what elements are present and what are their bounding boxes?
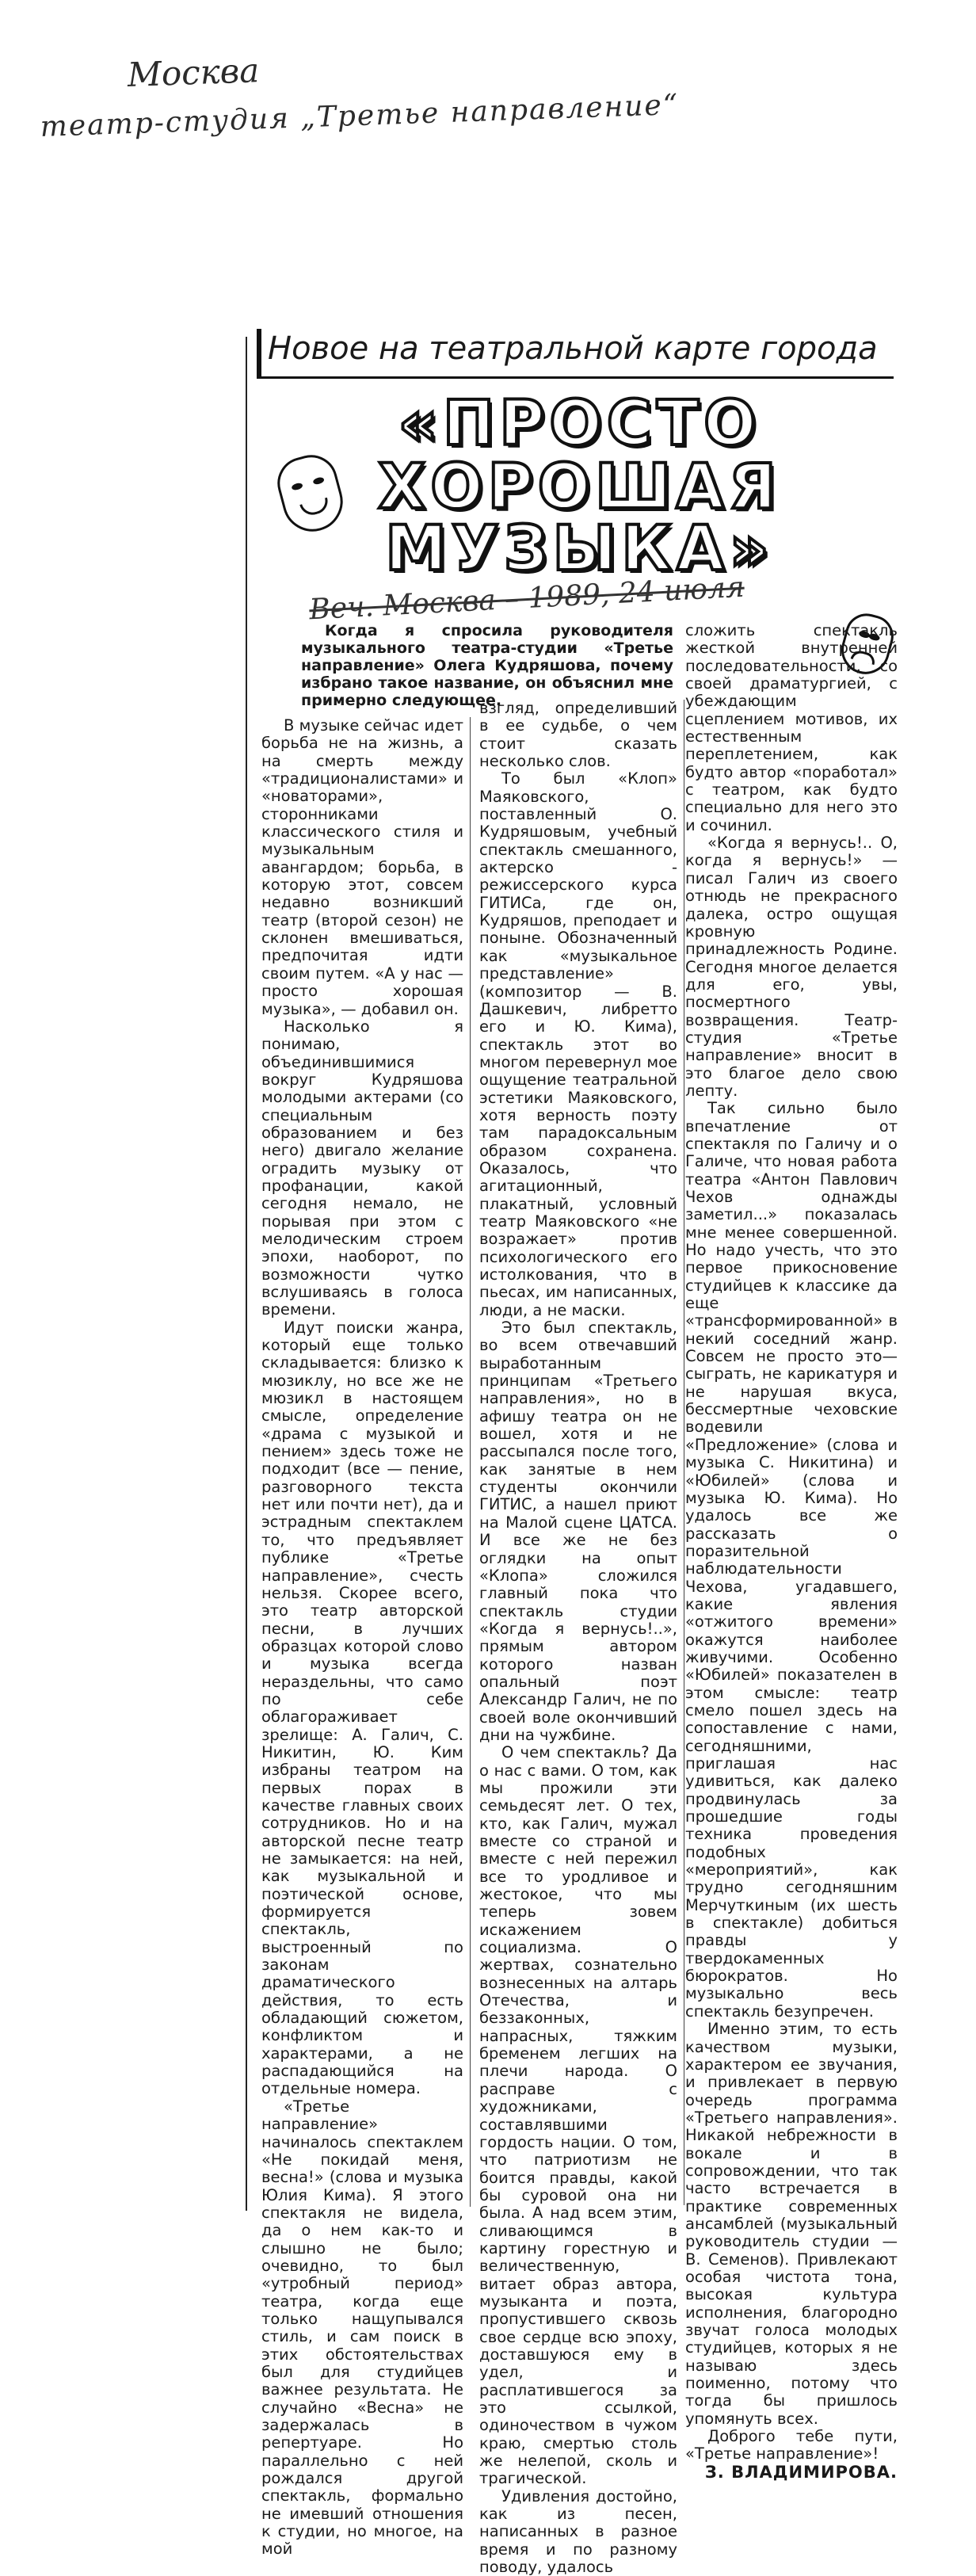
paragraph: В музыке сейчас идет борьба не на жизнь, а на смерть между «традиционалистами» и «новаторами», сторонниками классического стиля и музыкальным авангардом; борьба, в которую этот, совсем недавно возникший театр (второй сезон) не склонен вмешиваться, предпочитая идти своим путем. «А у нас — просто хорошая музыка», — добавил он. (261, 716, 463, 1018)
handwritten-city: Москва (127, 51, 260, 94)
handwritten-theatre-name: театр-студия „Третье направление“ (40, 88, 680, 143)
paragraph: Удивления достойно, как из песен, написанных в разное время и по разному поводу, удалось (479, 2486, 677, 2576)
paragraph: Именно этим, то есть качеством музыки, характером ее звучания, и привлекает в первую очередь программа «Третьего направления». Никакой небрежности в вокале и в сопровождении, что так часто встречается в практике современных ансамблей (музыкальный руководитель студии — В. Семенов). Привлекают особая чистота тона, высокая культура исполнения, благородно звучат голоса молодых студийцев, которых я не называю здесь поименно, потому что тогда бы пришлось упомянуть всех. (685, 2020, 898, 2428)
paragraph: Так сильно было впечатление от спектакля по Галичу и о Галиче, что новая работа театра «Антон Павлович Чехов однажды заметил...» показалась мне менее совершенной. Но надо учесть, что это первое прикосновение студийцев к классике да еще «трансформированной» в некий соседний жанр. Совсем не просто это—сыграть, не карикатуря и не нарушая вкуса, бессмертные чеховские водевили «Предложение» (слова и музыка С. Никитина) и «Юбилей» (слова и музыка Ю. Кима). Но удалось все же рассказать о поразительной наблюдательности Чехова, угадавшего, какие явления «отжитого времени» окажутся наиболее живучими. Особенно «Юбилей» показателен в этом смысле: театр смело пошел здесь на сопоставление с нами, сегодняшними, приглашая нас удивиться, как далеко продвинулась за прошедшие годы техника проведения подобных «мероприятий», как трудно сегодняшним Мерчуткиным (их шесть в спектакле) добиться правды у твердокаменных бюрократов. Но музыкально весь спектакль безупречен. (685, 1099, 898, 2021)
paragraph: О чем спектакль? Да о нас с вами. О том, как мы прожили эти семьдесят лет. О тех, кто, как Галич, мужал вместе со страной и вместе с ней пережил все то уродливое и жестокое, что мы теперь зовем искажением социализма. О жертвах, сознательно вознесенных на алтарь Отечества, и беззаконных, напрасных, тяжким бременем легших на плечи народа. О расправе с художниками, составлявшими гордость нации. О том, что патриотизм не боится правды, какой бы суровой она ни была. А над всем этим, сливающимся в картину горестную и величественную, витает образ автора, музыканта и поэта, пропустившего сквозь свое сердце всю эпоху, доставшуюся ему в удел, и расплатившегося за это ссылкой, одиночеством в чужом краю, смертью столь же нелепой, сколь и трагической. (479, 1743, 677, 2488)
paragraph: Насколько я понимаю, объединившимися вокруг Кудряшова молодыми актерами (со специальным образованием и без него) двигало желание оградить музыку от профанации, какой сегодня немало, не порывая при этом с мелодическим строем эпохи, наоборот, по возможности чутко вслушиваясь в голоса времени. (261, 1017, 463, 1319)
article-column-1 (261, 716, 471, 2559)
author-signature: З. ВЛАДИМИРОВА. (704, 2462, 898, 2482)
title-line: ХОРОШАЯ (378, 452, 781, 523)
article-column-2 (479, 699, 684, 2576)
rubric-heading: Новое на театральной карте города (257, 321, 894, 379)
paragraph: «Третье направление» начиналось спектаклем «Не покидай меня, весна!» (слова и музыка Юлия Кима). Я этого спектакля не видела, да о нем как-то и слышно не было; очевидно, то был «утробный период» театра, когда еще только нащупывался стиль, и сам поиск в этих обстоятельствах был для студийцев важнее результата. Не случайно «Весна» не задержалась в репертуаре. Но параллельно с ней рождался другой спектакль, формально не имевший отношения к студии, но многое, на мой (261, 2097, 463, 2559)
article-title (257, 384, 902, 585)
paragraph: «Когда я вернусь!.. О, когда я вернусь!» — писал Галич из своего отнюдь не прекрасного далека, остро ощущая кровную принадлежность Родине. Сегодня многое делается для его, увы, посмертного возвращения. Театр-студия «Третье направление» вносит в это благое дело свою лепту. (685, 834, 898, 1100)
article-column-3 (685, 621, 898, 2482)
article-lead: Когда я спросила руководителя музыкального театра-студии «Третье направление» Олега Кудряшова, почему избрано такое название, он объяснил мне примерно следующее. (301, 622, 673, 709)
title-line: «ПРОСТО (398, 388, 761, 460)
paragraph: То был «Клоп» Маяковского, поставленный О. Кудряшовым, учебный спектакль смешанного, актерско - режиссерского курса ГИТИСа, где он, Кудряшов, преподает и поныне. Обозначенный как «музыкальное представление» (композитор — В. Дашкевич, либретто его и Ю. Кима), спектакль этот во многом перевернул мое ощущение театральной эстетики Маяковского, хотя верность поэту там парадоксальным образом сохранена. Оказалось, что агитационный, плакатный, условный театр Маяковского «не возражает» против психологического его истолкования, что в пьесах, им написанных, люди, а не маски. (479, 769, 677, 1319)
paragraph: Доброго тебе пути, «Третье направление»! (685, 2427, 898, 2463)
title-line: МУЗЫКА» (385, 513, 774, 585)
clip-edge-line (246, 337, 247, 2211)
paragraph: взгляд, определивший в ее судьбе, о чем стоит сказать несколько слов. (479, 699, 677, 771)
paragraph: сложить спектакль жесткой внутренней последовательности, со своей драматургией, с убеждающим сцеплением мотивов, их естественным переплетением, как будто автор «поработал» с театром, как будто специально для него это и сочинил. (685, 621, 898, 834)
newspaper-clipping (246, 321, 911, 2576)
paragraph: Это был спектакль, во всем отвечавший выработанным принципам «Третьего направления», но в афишу театра он не вошел, хотя и не рассыпался после того, как занятые в нем студенты окончили ГИТИС, а нашел приют на Малой сцене ЦАТСА. И все же не без оглядки на опыт «Клопа» сложился главный пока что спектакль студии «Когда я вернусь!..», прямым автором которого назван опальный поэт Александр Галич, не по своей воле окончивший дни на чужбине. (479, 1319, 677, 1744)
paragraph: Идут поиски жанра, который еще только складывается: близко к мюзиклу, но все же не мюзикл в настоящем смысле, определение «драма с музыкой и пением» здесь тоже не подходит (все — пение, разговорного текста нет или почти нет), да и эстрадным спектаклем то, что предъявляет публике «Третье направление», счесть нельзя. Скорее всего, это театр авторской песни, в лучших образцах которой слово и музыка всегда нераздельны, что само по себе облагораживает зрелище: А. Галич, С. Никитин, Ю. Ким избраны театром на первых порах в качестве главных своих сотрудников. Но и на авторской песне театр не замыкается: на ней, как музыкальной и поэтической основе, формируется спектакль, выстроенный по законам драматического действия, то есть обладающий сюжетом, конфликтом и характерами, а не распадающийся на отдельные номера. (261, 1318, 463, 2098)
handwritten-source-note: Веч. Москва – 1989, 24 июля (308, 571, 745, 627)
